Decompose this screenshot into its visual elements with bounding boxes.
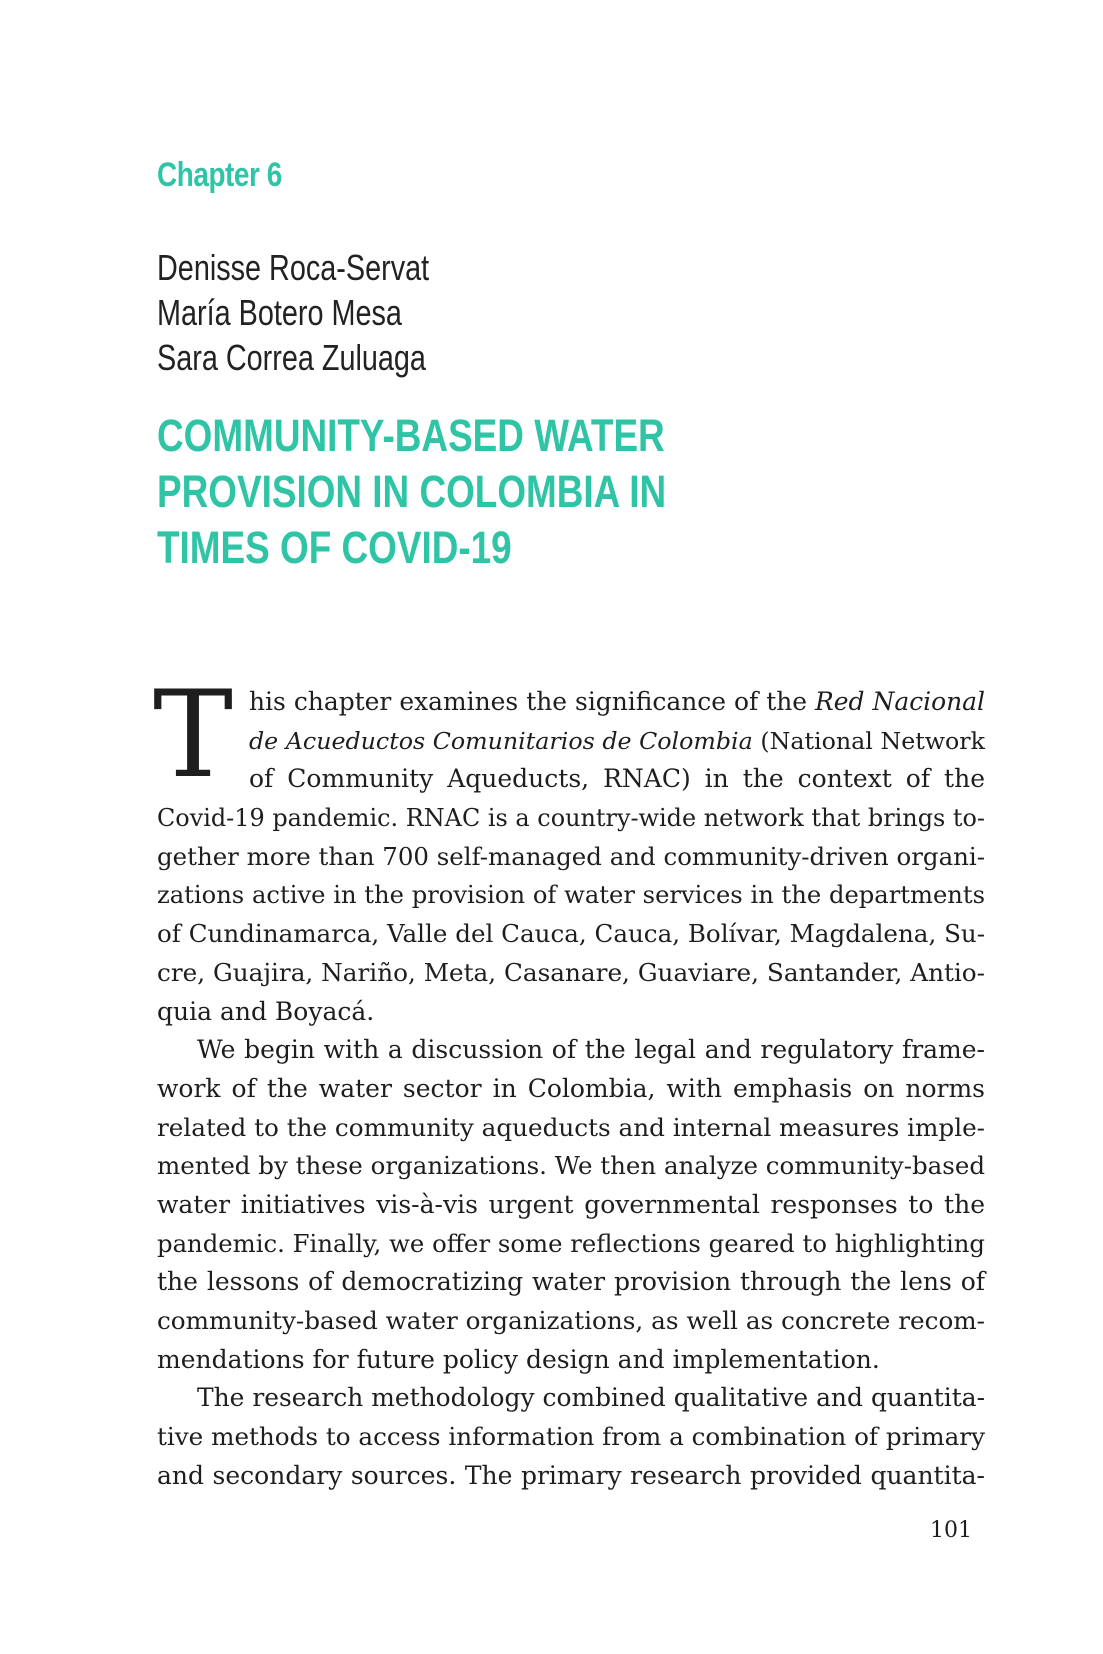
author-name: María Botero Mesa xyxy=(157,292,402,333)
text-line xyxy=(249,722,985,761)
page-number: 101 xyxy=(930,1518,972,1543)
text-line: We begin with a discussion of the legal and regulatory frame- xyxy=(197,1035,985,1065)
title-line: PROVISION IN COLOMBIA IN xyxy=(157,466,667,517)
text-line: zations active in the provision of water services in the departments xyxy=(157,881,985,910)
chapter-title xyxy=(157,408,666,576)
text-line: and secondary sources. The primary research provided quantita- xyxy=(157,1460,985,1490)
text-line: community-based water organizations, as well as concrete recom- xyxy=(157,1306,985,1335)
title-line: COMMUNITY-BASED WATER xyxy=(157,410,665,461)
text-line: gether more than 700 self-managed and community-driven organi- xyxy=(157,841,985,871)
chapter-label: Chapter 6 xyxy=(157,156,282,194)
text-line: work of the water sector in Colombia, with emphasis on norms xyxy=(157,1073,985,1103)
text-line xyxy=(249,683,985,722)
text-run: his chapter examines the significance of the xyxy=(249,687,816,716)
text-line: the lessons of democratizing water provision through the lens of xyxy=(157,1267,985,1297)
title-line: TIMES OF COVID-19 xyxy=(157,522,512,573)
text-run: (National Network xyxy=(752,726,985,755)
author-name: Sara Correa Zuluaga xyxy=(157,337,426,378)
text-line: of Cundinamarca, Valle del Cauca, Cauca, Bolívar, Magdalena, Su- xyxy=(157,919,986,949)
text-line: mendations for future policy design and implementation. xyxy=(157,1344,880,1374)
author-list xyxy=(157,245,429,380)
text-line: pandemic. Finally, we offer some reflections geared to highlighting xyxy=(157,1228,985,1258)
italic-run: Red Nacional xyxy=(815,687,986,716)
text-line: of Community Aqueducts, RNAC) in the context of the xyxy=(249,764,985,794)
drop-cap: T xyxy=(153,666,234,805)
text-line: tive methods to access information from a combination of primary xyxy=(157,1422,985,1452)
text-line: related to the community aqueducts and internal measures imple- xyxy=(157,1112,985,1142)
text-line: The research methodology combined qualitative and quantita- xyxy=(197,1383,985,1413)
text-line: quia and Boyacá. xyxy=(157,996,375,1026)
body-text xyxy=(153,666,986,1495)
italic-run: de Acueductos Comunitarios de Colombia xyxy=(249,726,753,755)
author-name: Denisse Roca-Servat xyxy=(157,247,430,288)
text-line: water initiatives vis-à-vis urgent governmental responses to the xyxy=(157,1189,985,1219)
text-line: mented by these organizations. We then analyze community-based xyxy=(157,1151,985,1181)
text-line: Covid-19 pandemic. RNAC is a country-wide network that brings to- xyxy=(157,804,985,833)
text-line: cre, Guajira, Nariño, Meta, Casanare, Guaviare, Santander, Antio- xyxy=(157,957,985,987)
